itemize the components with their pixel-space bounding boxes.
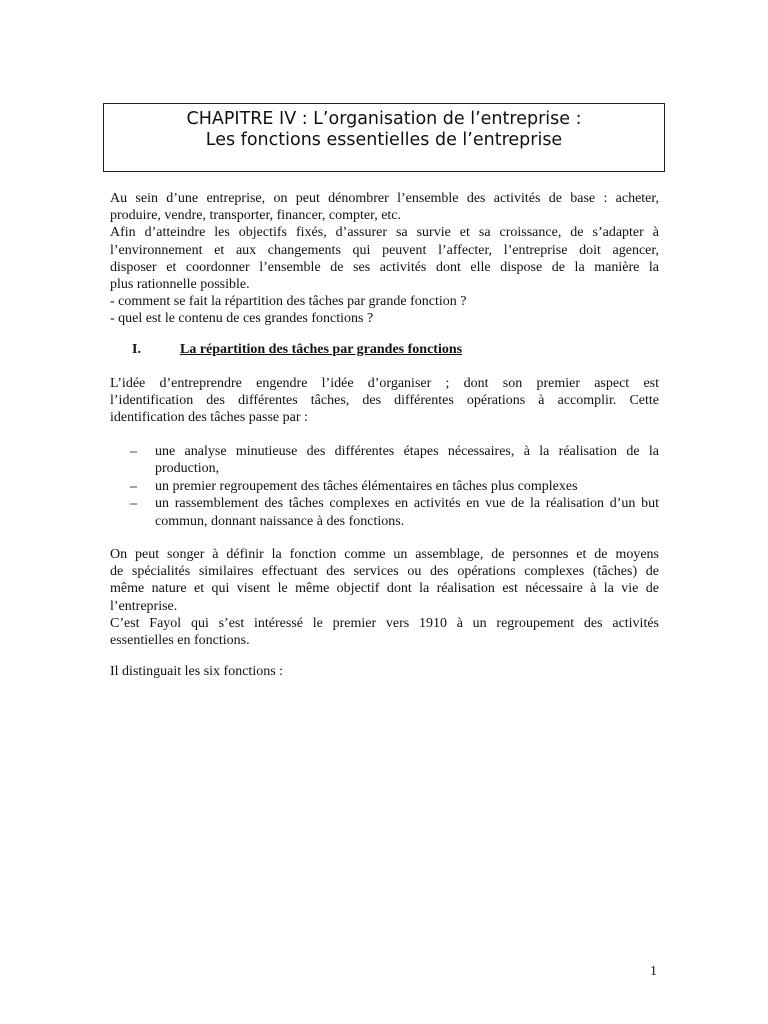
dash-bullet-icon: – bbox=[130, 444, 137, 459]
dash-bullet-icon: – bbox=[130, 478, 137, 494]
chapter-title-box bbox=[103, 103, 665, 172]
function-definition-paragraph bbox=[110, 546, 659, 649]
section-title: La répartition des tâches par grandes fonctions bbox=[180, 342, 463, 357]
text-line: produire, vendre, transporter, financer, compter, etc. bbox=[110, 208, 402, 224]
chapter-title-line1: CHAPITRE IV : L’organisation de l’entreprise : bbox=[186, 109, 582, 129]
list-item-text: un rassemblement des tâches complexes en activités en vue de la réalisation d’un but commun, donnant naissance à des fonctions. bbox=[155, 496, 659, 529]
dash-bullet-icon: – bbox=[130, 496, 137, 512]
section-heading bbox=[132, 341, 462, 358]
section-number: I. bbox=[132, 342, 141, 357]
text-line: Au sein d’une entreprise, on peut dénombrer l’ensemble des activités de base : acheter, bbox=[110, 191, 659, 206]
chapter-title-line2: Les fonctions essentielles de l’entreprise bbox=[205, 130, 563, 150]
list-item bbox=[130, 443, 659, 478]
text-line: C’est Fayol qui s’est intéressé le premier vers 1910 à un regroupement des activités bbox=[110, 615, 659, 631]
text-line: essentielles en fonctions. bbox=[110, 633, 250, 649]
question-line: - comment se fait la répartition des tâches par grande fonction ? bbox=[110, 294, 467, 310]
text-line: disposer et coordonner l’ensemble de ses activités dont elle dispose de la manière la bbox=[110, 259, 659, 275]
text-line: l’entreprise. bbox=[110, 598, 178, 614]
text-line: L’idée d’entreprendre engendre l’idée d’organiser ; dont son premier aspect est bbox=[110, 376, 659, 391]
identification-paragraph bbox=[110, 375, 659, 427]
text-line: de spécialités similaires effectuant des services ou des opérations complexes (tâches) de bbox=[110, 564, 659, 580]
text-line: l’identification des différentes tâches, des différentes opérations à accomplir. Cette bbox=[110, 393, 659, 409]
list-item-text: un premier regroupement des tâches élémentaires en tâches plus complexes bbox=[155, 478, 578, 494]
intro-paragraph bbox=[110, 190, 659, 328]
text-line: plus rationnelle possible. bbox=[110, 277, 250, 293]
six-functions-intro bbox=[110, 663, 659, 680]
text-line: On peut songer à définir la fonction comme un assemblage, de personnes et de moyens bbox=[110, 547, 659, 562]
text-line: identification des tâches passe par : bbox=[110, 410, 308, 426]
text-line: Afin d’atteindre les objectifs fixés, d’assurer sa survie et sa croissance, de s’adapter à bbox=[110, 225, 659, 241]
text-line: l’environnement et aux changements qui peuvent l’affecter, l’entreprise doit agencer, bbox=[110, 242, 659, 258]
list-item-text: une analyse minutieuse des différentes étapes nécessaires, à la réalisation de la production, bbox=[155, 444, 659, 477]
question-line: - quel est le contenu de ces grandes fonctions ? bbox=[110, 311, 374, 327]
task-bullet-list bbox=[130, 443, 659, 530]
page-number: 1 bbox=[650, 964, 657, 979]
list-item bbox=[130, 478, 659, 495]
list-item bbox=[130, 495, 659, 530]
text-line: Il distinguait les six fonctions : bbox=[110, 664, 284, 679]
text-line: même nature et qui visent le même objectif dont la réalisation est nécessaire à la vie de bbox=[110, 581, 659, 597]
